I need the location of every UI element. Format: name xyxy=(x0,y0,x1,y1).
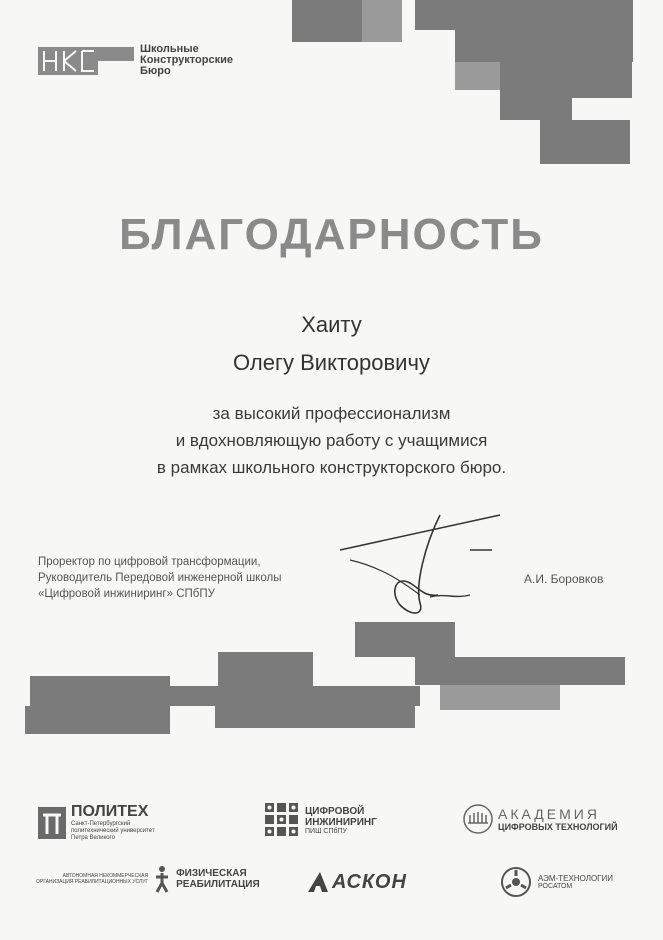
partner-aem xyxy=(500,866,613,898)
rehab-small: ОРГАНИЗАЦИЯ РЕАБИЛИТАЦИОННЫХ УСЛУГ xyxy=(36,879,149,885)
polytech-line: Петра Великого xyxy=(71,835,115,841)
document-title: БЛАГОДАРНОСТЬ xyxy=(119,210,544,259)
decor-block xyxy=(215,706,415,728)
rosatom-icon xyxy=(500,866,532,898)
academy-line: АКАДЕМИЯ xyxy=(498,806,600,822)
decor-block xyxy=(218,652,313,686)
partner-digital-engineering xyxy=(265,803,377,837)
signer-position xyxy=(38,554,281,602)
recipient-surname: Хаиту xyxy=(301,312,362,337)
decor-block xyxy=(25,706,170,734)
academy-line: ЦИФРОВЫХ ТЕХНОЛОГИЙ xyxy=(498,822,618,832)
decor-block xyxy=(455,0,615,62)
partner-rehabilitation xyxy=(36,865,260,893)
decor-block xyxy=(30,676,170,706)
reason-line: и вдохновляющую работу с учащимися xyxy=(175,431,488,450)
polytech-line: политехнический университет xyxy=(71,828,155,834)
decor-block xyxy=(170,686,420,706)
decor-block xyxy=(362,0,402,42)
partner-polytech xyxy=(38,803,155,842)
polytech-pi-icon xyxy=(38,807,66,839)
logo-line: Конструкторские xyxy=(140,54,233,66)
decor-block xyxy=(455,62,500,90)
decor-block xyxy=(355,622,455,657)
decor-block xyxy=(440,685,560,710)
gratitude-reason xyxy=(0,400,663,481)
decor-block xyxy=(500,62,572,120)
partner-ascon xyxy=(306,870,407,894)
ascon-arrow-icon xyxy=(306,870,330,894)
rehab-line: РЕАБИЛИТАЦИЯ xyxy=(176,879,260,890)
polytech-line: Санкт-Петербургский xyxy=(71,821,131,827)
academy-dome-icon xyxy=(462,803,494,835)
aem-line: РОСАТОМ xyxy=(538,883,573,890)
rehab-line: ФИЗИЧЕСКАЯ xyxy=(176,868,247,879)
partner-academy xyxy=(462,803,618,835)
rehab-figure-icon xyxy=(152,865,172,893)
decor-block xyxy=(572,62,632,98)
signer-name: А.И. Боровков xyxy=(524,572,604,586)
skb-logo-text xyxy=(140,44,233,77)
aem-line: АЭМ-ТЕХНОЛОГИИ xyxy=(538,874,614,883)
digital-engineering-line: ИНЖИНИРИНГ xyxy=(305,816,377,828)
decor-block xyxy=(612,0,633,62)
logo-line: Школьные xyxy=(140,43,199,55)
skb-logo-mark-icon xyxy=(38,45,134,77)
digital-engineering-grid-icon xyxy=(265,803,299,837)
reason-line: в рамках школьного конструкторского бюро. xyxy=(156,458,507,477)
rehab-small: АВТОНОМНАЯ НЕКОММЕРЧЕСКАЯ xyxy=(62,873,149,879)
digital-engineering-line: ПИШ СПбПУ xyxy=(305,827,347,835)
decor-block xyxy=(292,0,362,42)
decor-block xyxy=(415,657,625,685)
digital-engineering-line: ЦИФРОВОЙ xyxy=(305,805,365,817)
logo-line: Бюро xyxy=(140,65,171,77)
decor-block xyxy=(540,120,630,164)
skb-logo xyxy=(38,44,233,77)
signer-line: Руководитель Передовой инженерной школы xyxy=(38,572,282,584)
polytech-name: ПОЛИТЕХ xyxy=(71,803,149,820)
signer-line: «Цифровой инжиниринг» СПбПУ xyxy=(38,588,215,600)
ascon-name: АСКОН xyxy=(332,870,407,893)
recipient-name: Олегу Викторовичу xyxy=(233,350,430,375)
handwritten-signature xyxy=(320,505,520,620)
signer-line: Проректор по цифровой трансформации, xyxy=(38,556,261,568)
reason-line: за высокий профессионализм xyxy=(212,404,451,423)
